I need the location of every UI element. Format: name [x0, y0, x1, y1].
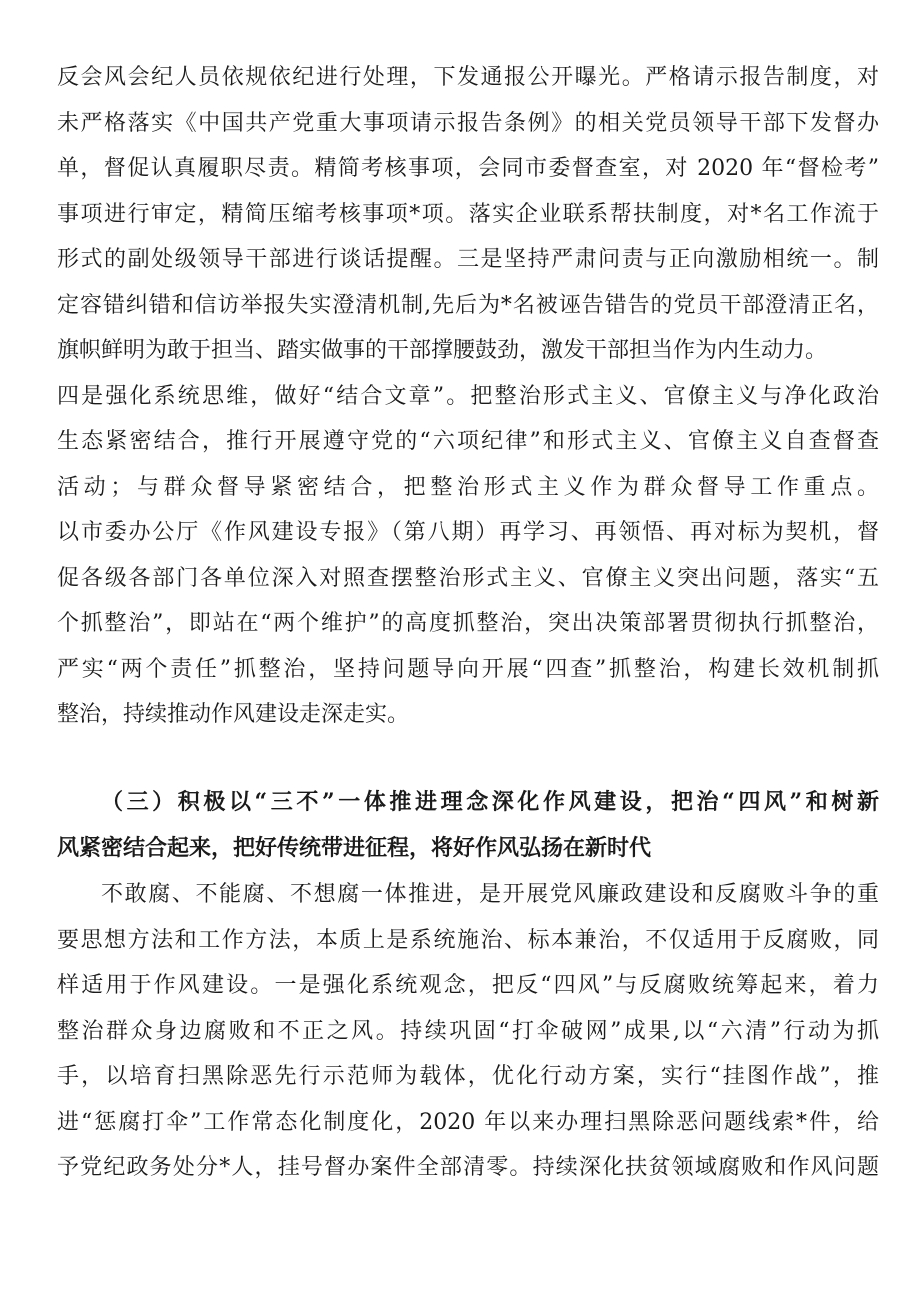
text-line: 整治，持续推动作风建设走深走实。: [57, 702, 410, 727]
heading-line: 风紧密结合起来，把好传统带进征程，将好作风弘扬在新时代: [57, 834, 652, 861]
body-paragraph-continued: [57, 55, 879, 738]
text-line: 手，以培育扫黑除恶先行示范师为载体，优化行动方案，实行“挂图作战”，推: [57, 1064, 879, 1089]
heading-line: （三）积极以“三不”一体推进理念深化作风建设，把治“四风”和树新: [101, 789, 879, 815]
text-line: 生态紧密结合，推行开展遵守党的“六项纪律”和形式主义、官僚主义自查督查: [57, 429, 879, 454]
text-line: 活动；与群众督导紧密结合，把整治形式主义作为群众督导工作重点。: [57, 474, 879, 500]
section-heading: [57, 780, 879, 871]
text-line: 进“惩腐打伞”工作常态化制度化，2020 年以来办理扫黑除恶问题线索*件，给: [57, 1109, 879, 1135]
body-paragraph: [57, 872, 879, 1191]
text-line: 予党纪政务处分*人，挂号督办案件全部清零。持续深化扶贫领域腐败和作风问题: [57, 1155, 879, 1180]
text-line: 旗帜鲜明为敢于担当、踏实做事的干部撑腰鼓劲，激发干部担当作为内生动力。: [57, 338, 828, 363]
text-line: 四是强化系统思维，做好“结合文章”。把整治形式主义、官僚主义与净化政治: [57, 383, 879, 409]
text-line: 事项进行审定，精简压缩考核事项*项。落实企业联系帮扶制度，对*名工作流于: [57, 201, 879, 227]
text-line: 整治群众身边腐败和不正之风。持续巩固“打伞破网”成果,以“六清”行动为抓: [57, 1018, 879, 1044]
text-line: 反会风会纪人员依规依纪进行处理，下发通报公开曝光。严格请示报告制度，对: [57, 65, 879, 90]
text-line: 未严格落实《中国共产党重大事项请示报告条例》的相关党员领导干部下发督办: [57, 110, 879, 136]
text-line: 严实“两个责任”抓整治，坚持问题导向开展“四查”抓整治，构建长效机制抓: [57, 656, 879, 682]
text-line: 要思想方法和工作方法，本质上是系统施治、标本兼治，不仅适用于反腐败，同: [57, 927, 879, 953]
text-line: 个抓整治”，即站在“两个维护”的高度抓整治，突出决策部署贯彻执行抓整治，: [57, 611, 879, 636]
text-line: 不敢腐、不能腐、不想腐一体推进，是开展党风廉政建设和反腐败斗争的重: [101, 882, 879, 907]
text-line: 样适用于作风建设。一是强化系统观念，把反“四风”与反腐败统筹起来，着力: [57, 973, 879, 998]
text-line: 单，督促认真履职尽责。精简考核事项，会同市委督查室，对 2020 年“督检考”: [57, 156, 879, 181]
text-line: 形式的副处级领导干部进行谈话提醒。三是坚持严肃问责与正向激励相统一。制: [57, 247, 879, 272]
text-line: 定容错纠错和信访举报失实澄清机制,先后为*名被诬告错告的党员干部澄清正名，: [57, 292, 879, 318]
text-line: 促各级各部门各单位深入对照查摆整治形式主义、官僚主义突出问题，落实“五: [57, 565, 879, 591]
text-line: 以市委办公厅《作风建设专报》（第八期）再学习、再领悟、再对标为契机，督: [57, 520, 879, 545]
